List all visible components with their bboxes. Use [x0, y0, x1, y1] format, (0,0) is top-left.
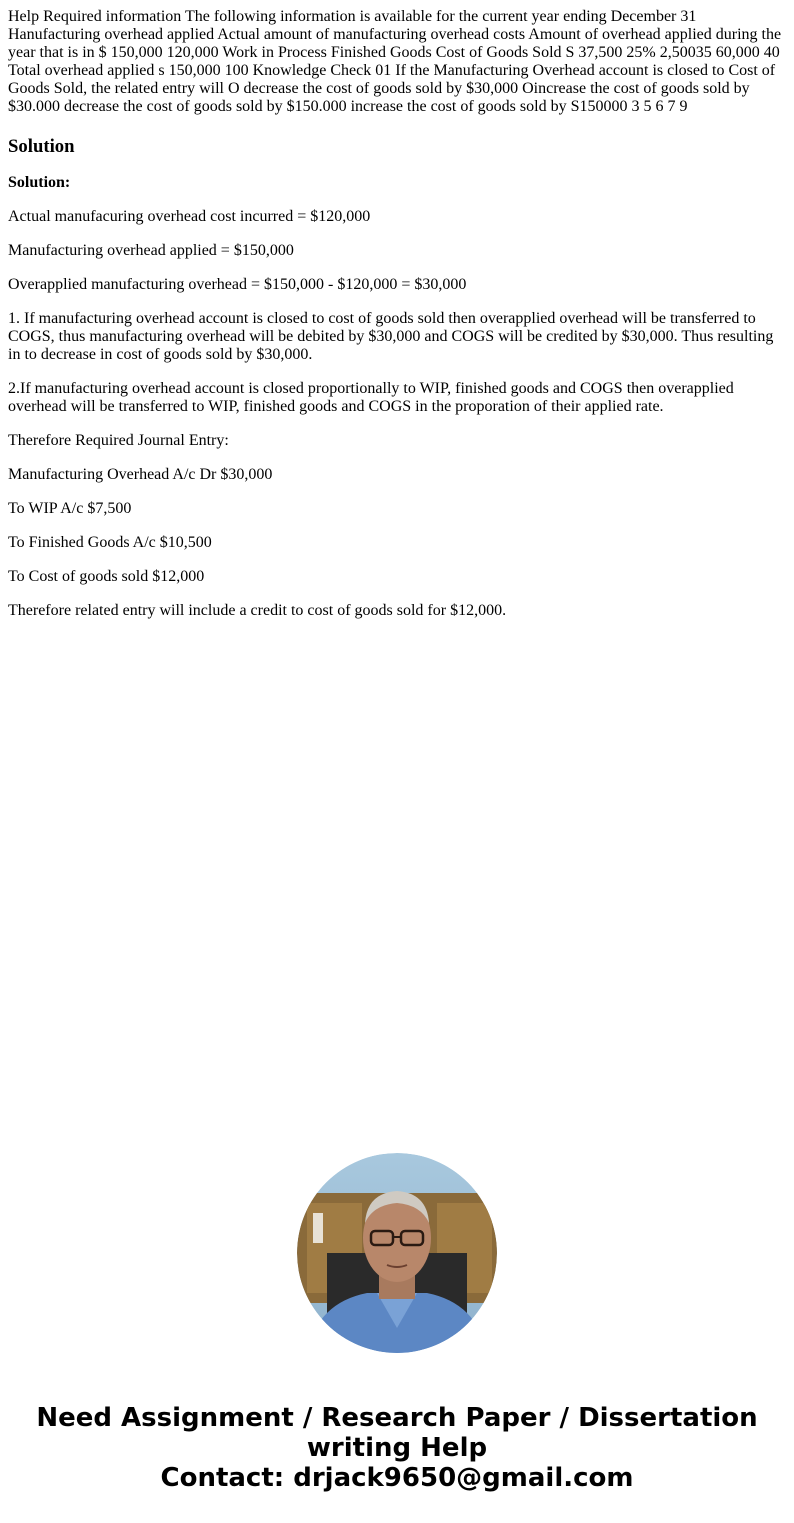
- solution-paragraph: Therefore Required Journal Entry:: [8, 432, 229, 449]
- promo-line: writing Help: [306, 1433, 488, 1463]
- promo-banner: [0, 1403, 794, 1493]
- author-avatar: [297, 1153, 497, 1353]
- solution-heading: Solution: [8, 136, 75, 157]
- journal-entry-line: To Cost of goods sold $12,000: [8, 568, 205, 585]
- solution-paragraph: Manufacturing overhead applied = $150,000: [8, 242, 294, 259]
- question-text: Help Required information The following information is available for the current year ending December 31 Hanufacturing overhead applied Actual amount of manufacturing overhead costs Amount of overhead applied during the year that is in $ 150,000 120,000 Work in Process Finished Goods Cost of Goods Sold S 37,500 25% 2,50035 60,000 40 Total overhead applied s 150,000 100 Knowledge Check 01 If the Manufacturing Overhead account is closed to Cost of Goods Sold, the related entry will O decrease the cost of goods sold by $30,000 Oincrease the cost of goods sold by $30.000 decrease the cost of goods sold by $150.000 increase the cost of goods sold by S150000 3 5 6 7 9: [8, 8, 782, 115]
- journal-entry-line: To WIP A/c $7,500: [8, 500, 132, 517]
- solution-label: Solution:: [8, 174, 71, 191]
- document-body: [8, 8, 786, 620]
- solution-paragraph: 2.If manufacturing overhead account is closed proportionally to WIP, finished goods and COGS then overapplied overhead will be transferred to WIP, finished goods and COGS in the proporation of their applied rate.: [8, 380, 734, 415]
- solution-paragraph: Actual manufacuring overhead cost incurred = $120,000: [8, 208, 371, 225]
- journal-entry-line: To Finished Goods A/c $10,500: [8, 534, 212, 551]
- promo-line: Need Assignment / Research Paper / Dissertation: [36, 1403, 758, 1433]
- solution-paragraph: 1. If manufacturing overhead account is closed to cost of goods sold then overapplied overhead will be transferred to COGS, thus manufacturing overhead will be debited by $30,000 and COGS will be credited by $30,000. Thus resulting in to decrease in cost of goods sold by $30,000.: [8, 310, 774, 363]
- promo-contact: Contact: drjack9650@gmail.com: [160, 1463, 634, 1493]
- solution-paragraph: Overapplied manufacturing overhead = $150,000 - $120,000 = $30,000: [8, 276, 467, 293]
- solution-conclusion: Therefore related entry will include a credit to cost of goods sold for $12,000.: [8, 602, 507, 619]
- journal-entry-line: Manufacturing Overhead A/c Dr $30,000: [8, 466, 273, 483]
